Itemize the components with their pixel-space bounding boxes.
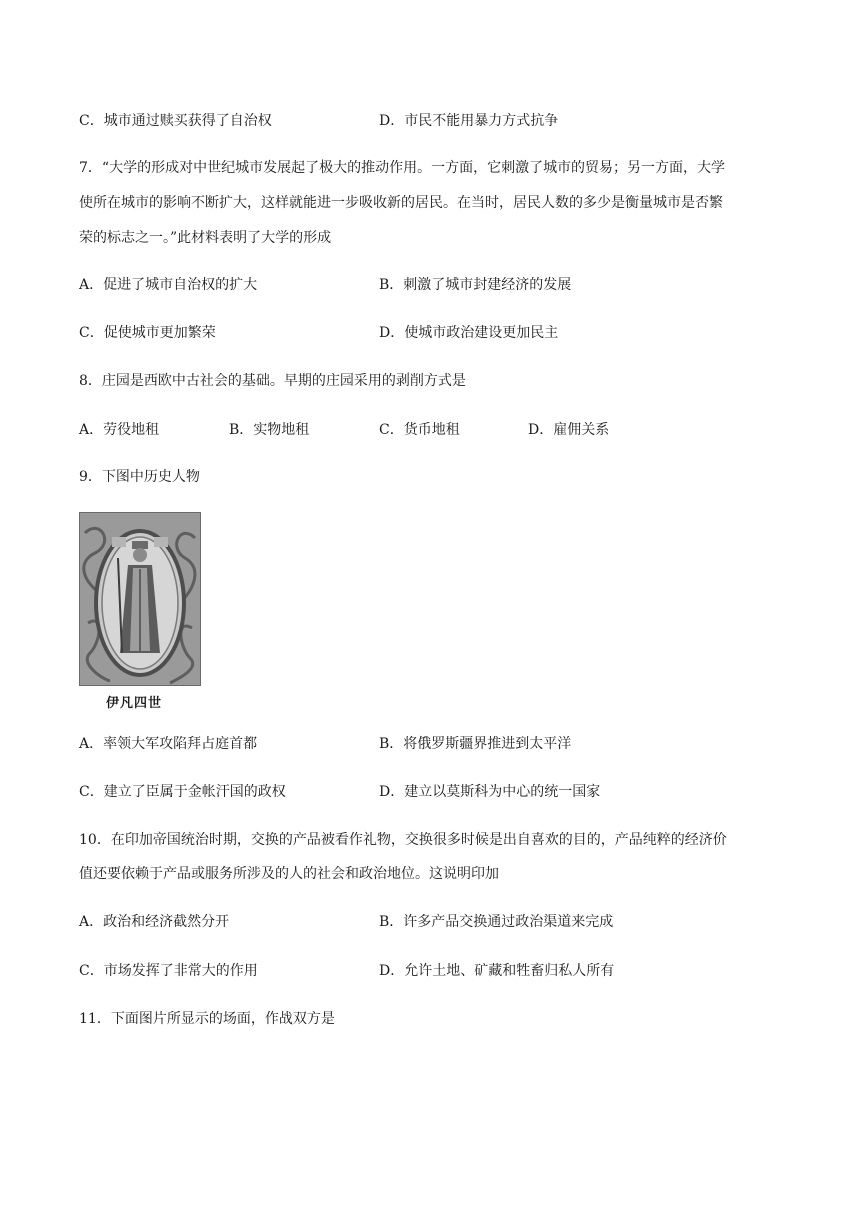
portrait-image — [79, 512, 201, 686]
q7-stem-line-2: 使所在城市的影响不断扩大，这样就能进一步吸收新的居民。在当时，居民人数的多少是衡量城市是否繁 — [79, 195, 723, 211]
q10-option-c: C．市场发挥了非常大的作用 — [79, 963, 258, 979]
q11-stem: 11．下面图片所显示的场面，作战双方是 — [79, 1011, 335, 1027]
q8-option-c: C．货币地租 — [379, 422, 460, 438]
q8-option-d: D．雇佣关系 — [528, 422, 610, 438]
q7-stem-line-1: 7．“大学的形成对中世纪城市发展起了极大的推动作用。一方面，它刺激了城市的贸易；另一方面，大学 — [79, 160, 726, 176]
q10-option-d: D．允许土地、矿藏和牲畜归私人所有 — [379, 963, 615, 979]
portrait-caption: 伊凡四世 — [106, 696, 163, 711]
q10-option-a: A．政治和经济截然分开 — [79, 914, 230, 930]
q9-option-a: A．率领大军攻陷拜占庭首都 — [79, 736, 258, 752]
q7-option-b: B．刺激了城市封建经济的发展 — [379, 277, 572, 293]
q8-option-b: B．实物地租 — [229, 422, 310, 438]
q7-option-d: D．使城市政治建设更加民主 — [379, 325, 559, 341]
q6-option-c: C．城市通过赎买获得了自治权 — [79, 113, 272, 129]
q10-option-b: B．许多产品交换通过政治渠道来完成 — [379, 914, 614, 930]
q8-stem: 8．庄园是西欧中古社会的基础。早期的庄园采用的剥削方式是 — [79, 373, 466, 389]
q6-option-d: D．市民不能用暴力方式抗争 — [379, 113, 559, 129]
q7-stem-line-3: 荣的标志之一。”此材料表明了大学的形成 — [79, 230, 332, 246]
q8-option-a: A．劳役地租 — [79, 422, 160, 438]
q7-option-a: A．促进了城市自治权的扩大 — [79, 277, 258, 293]
q9-option-d: D．建立以莫斯科为中心的统一国家 — [379, 784, 601, 800]
q7-option-c: C．促使城市更加繁荣 — [79, 325, 216, 341]
q9-stem: 9．下图中历史人物 — [79, 469, 200, 485]
q10-stem-line-2: 值还要依赖于产品或服务所涉及的人的社会和政治地位。这说明印加 — [79, 866, 499, 882]
q9-option-b: B．将俄罗斯疆界推进到太平洋 — [379, 736, 572, 752]
q9-option-c: C．建立了臣属于金帐汗国的政权 — [79, 784, 286, 800]
q10-stem-line-1: 10．在印加帝国统治时期，交换的产品被看作礼物，交换很多时候是出自喜欢的目的，产品纯粹的经济价 — [79, 832, 727, 848]
